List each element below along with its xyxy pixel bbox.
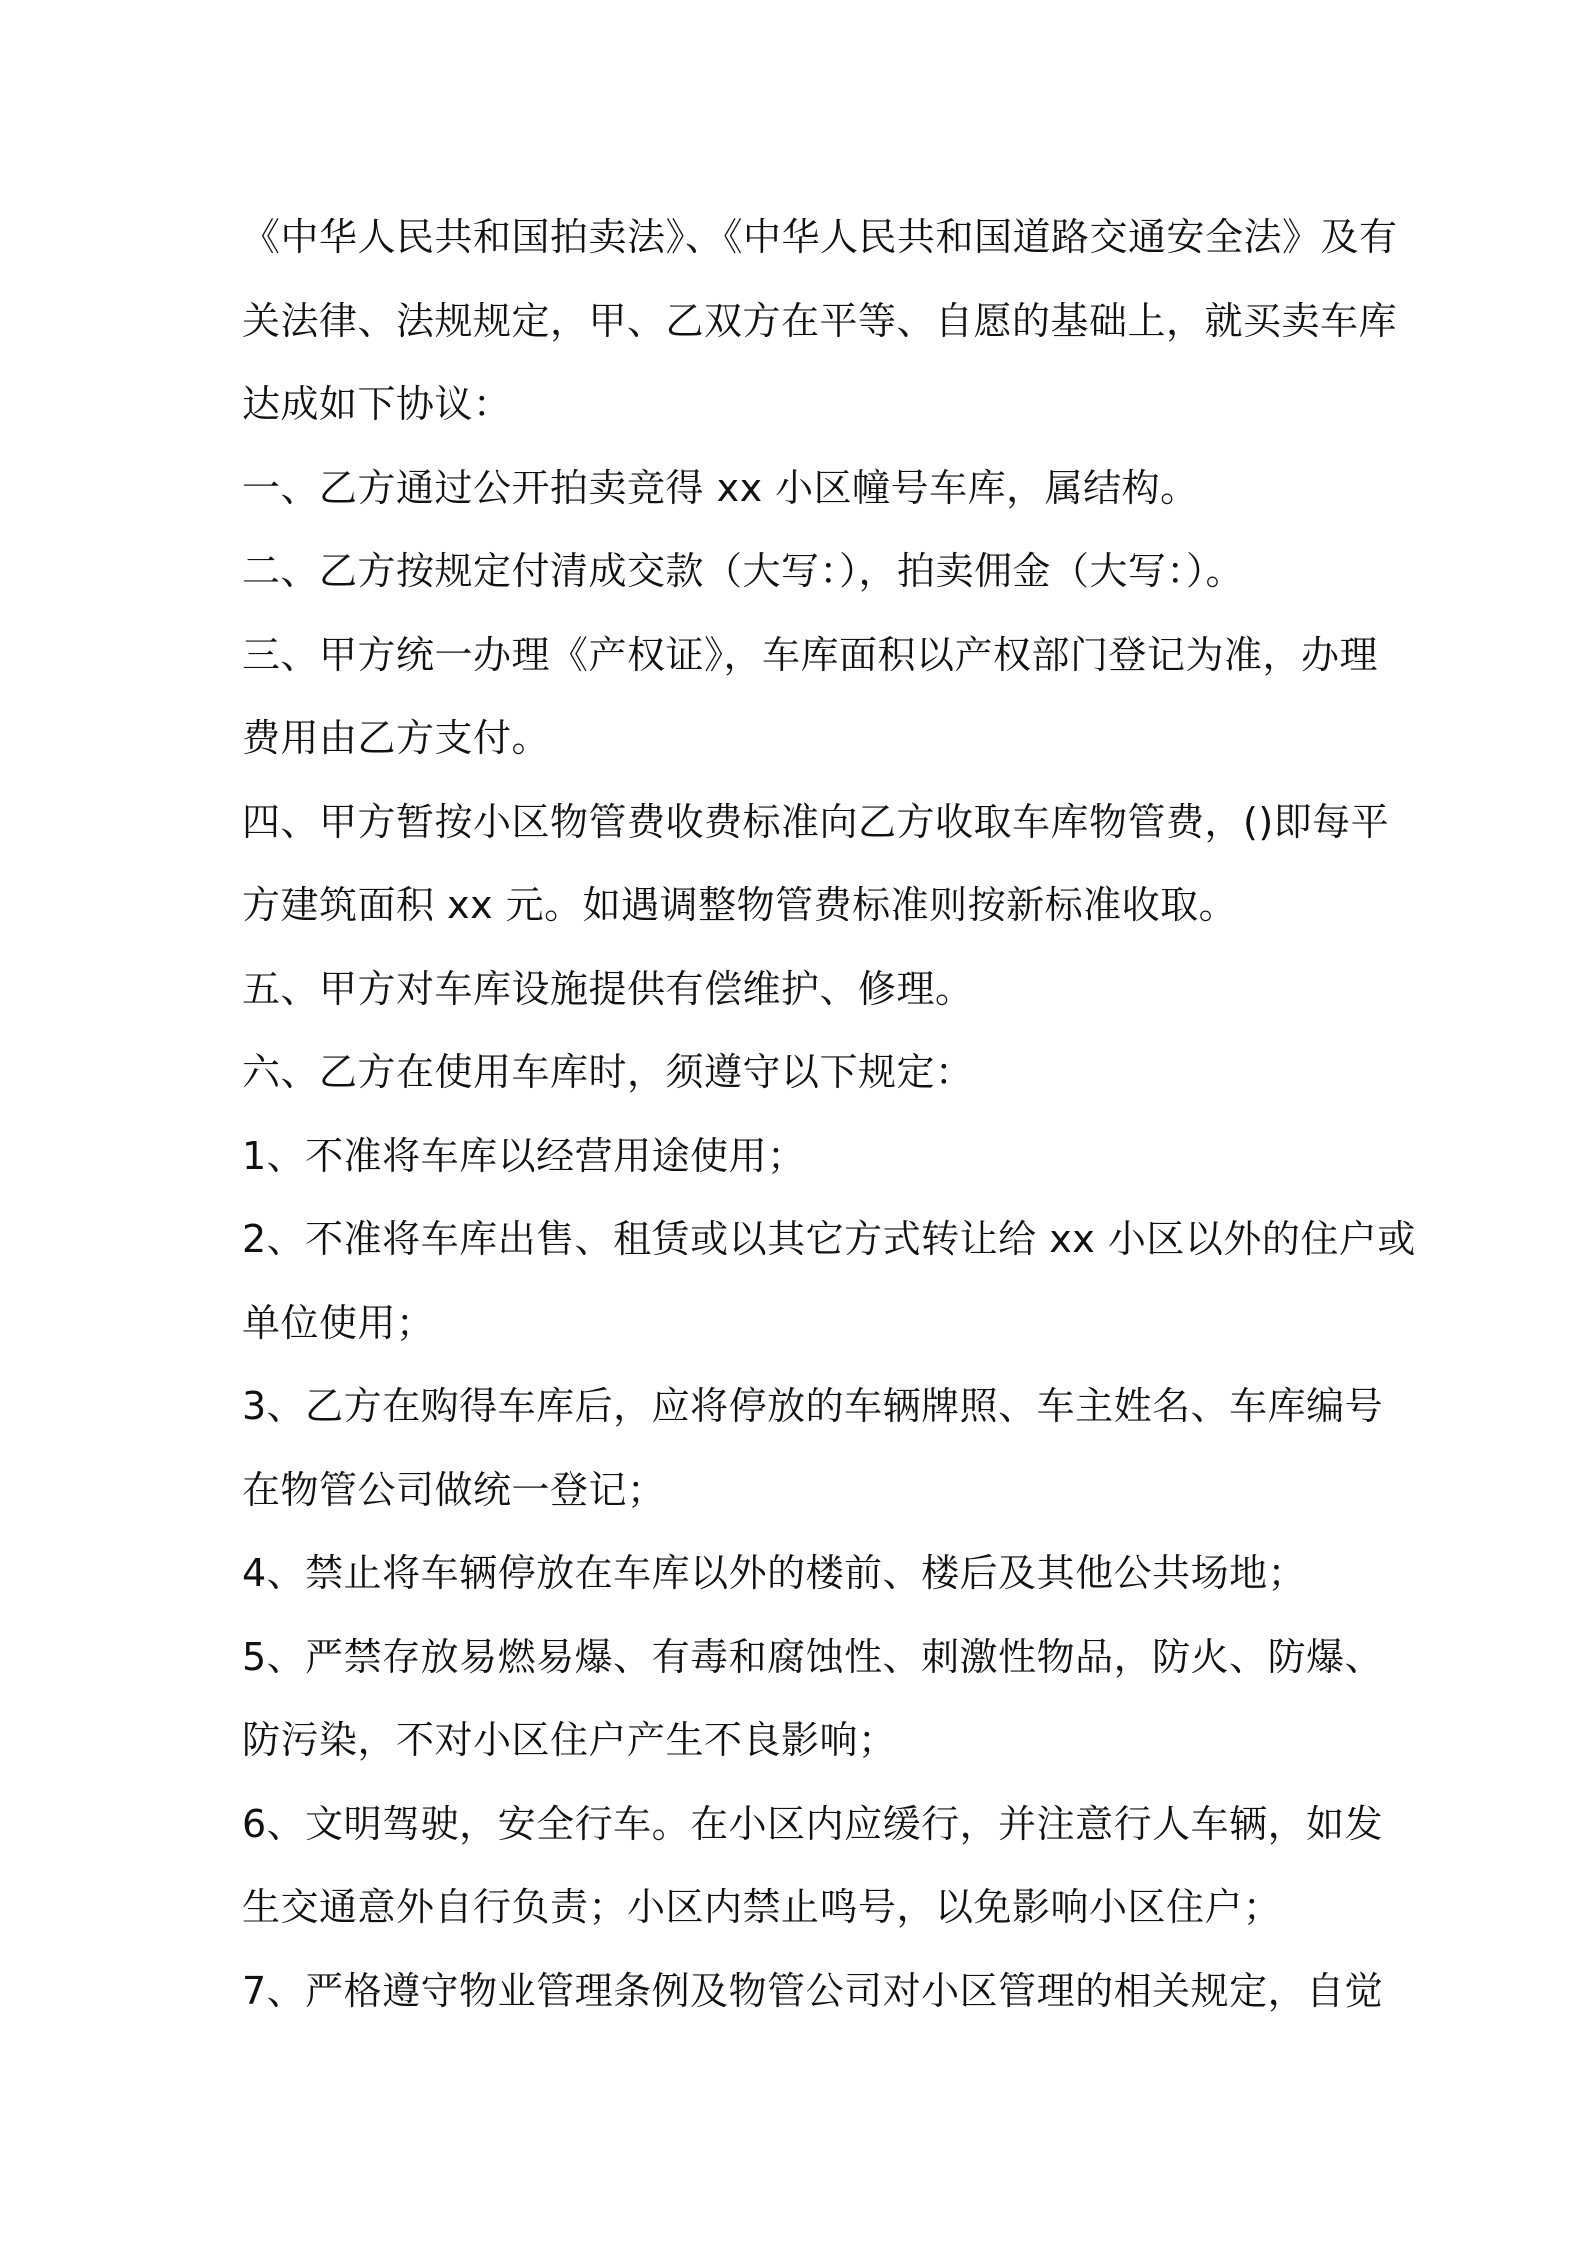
text-line: 四、甲方暂按小区物管费收费标准向乙方收取车库物管费，()即每平 [242, 799, 1390, 844]
text-line: 达成如下协议： [242, 382, 512, 426]
text-line: 2、不准将车库出售、租赁或以其它方式转让给 xx 小区以外的住户或 [242, 1217, 1416, 1261]
text-line: 3、乙方在购得车库后，应将停放的车辆牌照、车主姓名、车库编号 [242, 1384, 1384, 1428]
text-line: 三、甲方统一办理《产权证》，车库面积以产权部门登记为准，办理 [242, 632, 1379, 677]
text-line: 4、禁止将车辆停放在车库以外的楼前、楼后及其他公共场地； [242, 1551, 1307, 1595]
text-line: 五、甲方对车库设施提供有偿维护、修理。 [242, 966, 974, 1011]
text-line: 关法律、法规规定，甲、乙双方在平等、自愿的基础上，就买卖车库 [242, 298, 1398, 343]
text-line: 生交通意外自行负责；小区内禁止鸣号，以免影响小区住户； [242, 1885, 1282, 1929]
text-line: 方建筑面积 xx 元。如遇调整物管费标准则按新标准收取。 [242, 883, 1238, 927]
document-body [242, 196, 1416, 2033]
text-line: 《中华人民共和国拍卖法》、《中华人民共和国道路交通安全法》及有 [242, 215, 1398, 259]
text-line: 7、严格遵守物业管理条例及物管公司对小区管理的相关规定，自觉 [242, 1968, 1384, 2013]
text-line: 单位使用； [242, 1300, 435, 1345]
text-line: 二、乙方按规定付清成交款（大写：），拍卖佣金（大写：）。 [242, 549, 1245, 593]
text-line: 6、文明驾驶，安全行车。在小区内应缓行，并注意行人车辆，如发 [242, 1801, 1384, 1846]
text-line: 在物管公司做统一登记； [242, 1467, 666, 1512]
text-line: 费用由乙方支付。 [242, 716, 551, 760]
text-line: 1、不准将车库以经营用途使用； [242, 1133, 806, 1178]
text-line: 六、乙方在使用车库时，须遵守以下规定： [242, 1050, 974, 1094]
text-line: 5、严禁存放易燃易爆、有毒和腐蚀性、刺激性物品，防火、防爆、 [242, 1634, 1384, 1679]
text-line: 一、乙方通过公开拍卖竞得 xx 小区幢号车库，属结构。 [242, 465, 1199, 510]
text-line: 防污染，不对小区住户产生不良影响； [242, 1718, 897, 1762]
